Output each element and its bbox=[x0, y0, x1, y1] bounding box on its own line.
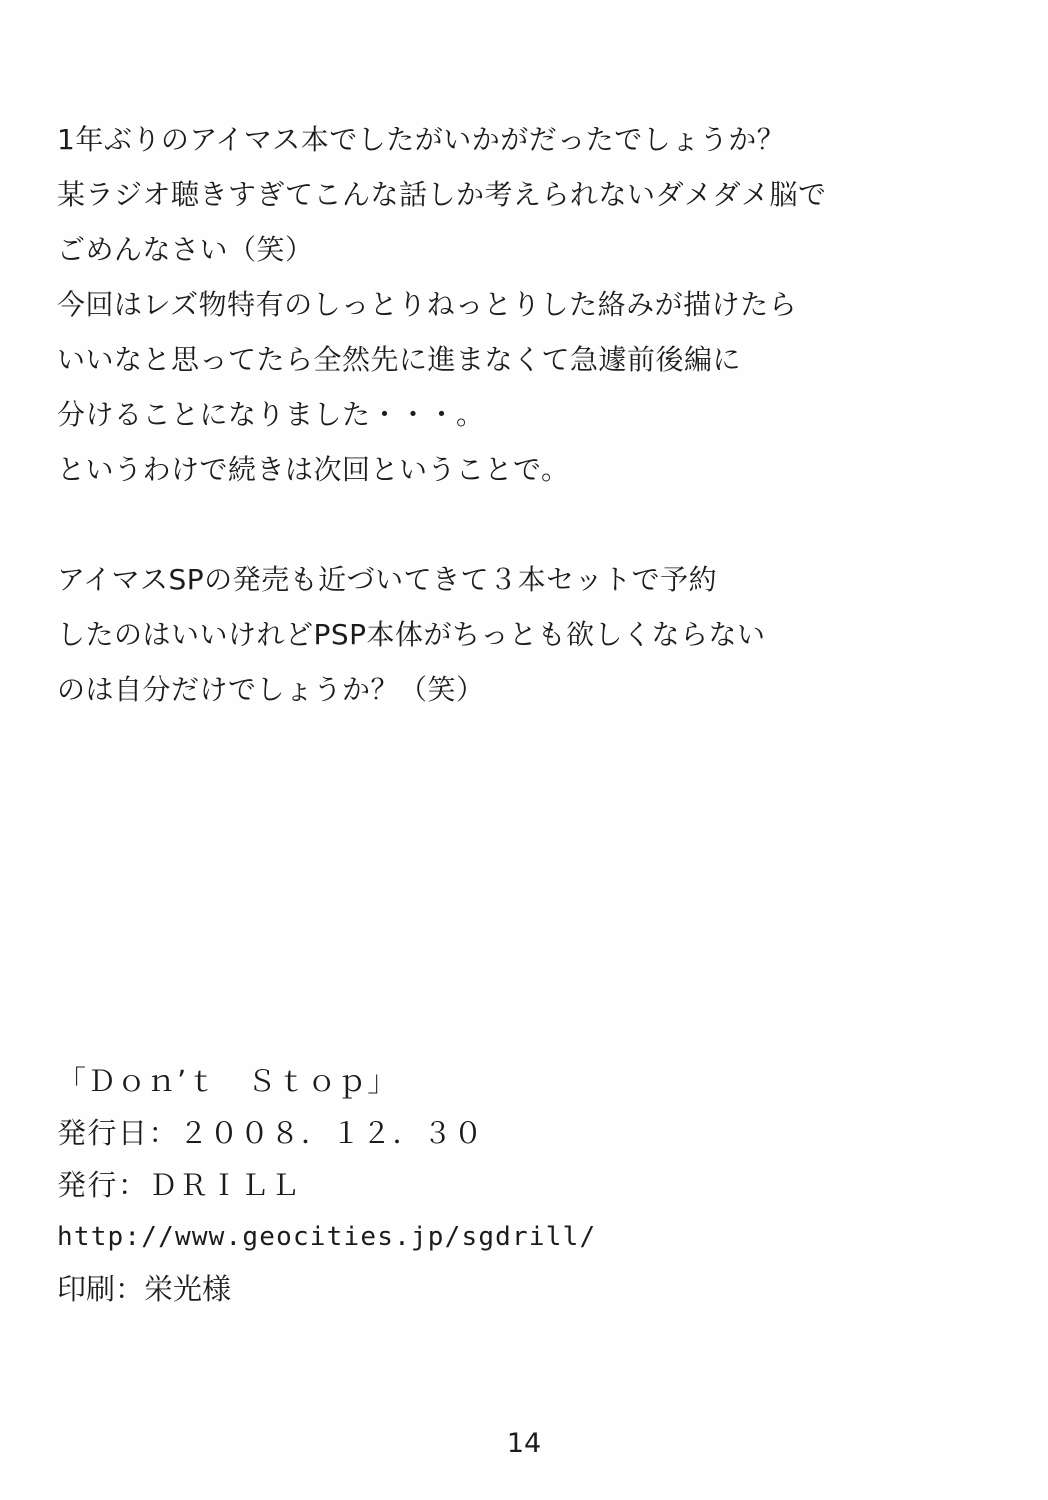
afterword-line: したのはいいけれどPSP本体がちっとも欲しくならない bbox=[57, 618, 766, 651]
afterword-line: のは自分だけでしょうか？（笑） bbox=[57, 673, 485, 706]
colophon-publication-date: 発行日：２００８．１２．３０ bbox=[57, 1116, 485, 1150]
afterword-line: 分けることになりました・・・。 bbox=[57, 398, 485, 431]
afterword-text-block bbox=[57, 112, 977, 717]
afterword-line: アイマスSPの発売も近づいてきて３本セットで予約 bbox=[57, 563, 718, 596]
colophon-url: http://www.geocities.jp/sgdrill/ bbox=[57, 1222, 597, 1252]
colophon-title: 「Ｄｏｎ’ｔ Ｓｔｏｐ」 bbox=[57, 1064, 398, 1098]
colophon-block bbox=[57, 1055, 977, 1315]
paragraph-spacer bbox=[57, 497, 977, 552]
afterword-line: というわけで続きは次回ということで。 bbox=[57, 453, 570, 486]
page-number: 14 bbox=[506, 1428, 542, 1459]
afterword-line: ごめんなさい（笑） bbox=[57, 233, 314, 266]
afterword-line: 某ラジオ聴きすぎてこんな話しか考えられないダメダメ脳で bbox=[57, 178, 827, 211]
afterword-line: いいなと思ってたら全然先に進まなくて急遽前後編に bbox=[57, 343, 742, 376]
afterword-line: 1年ぶりのアイマス本でしたがいかがだったでしょうか？ bbox=[57, 123, 786, 156]
afterword-line: 今回はレズ物特有のしっとりねっとりした絡みが描けたら bbox=[57, 288, 798, 321]
colophon-printer: 印刷：栄光様 bbox=[57, 1272, 232, 1306]
colophon-publisher: 発行：ＤＲＩＬＬ bbox=[57, 1168, 302, 1202]
